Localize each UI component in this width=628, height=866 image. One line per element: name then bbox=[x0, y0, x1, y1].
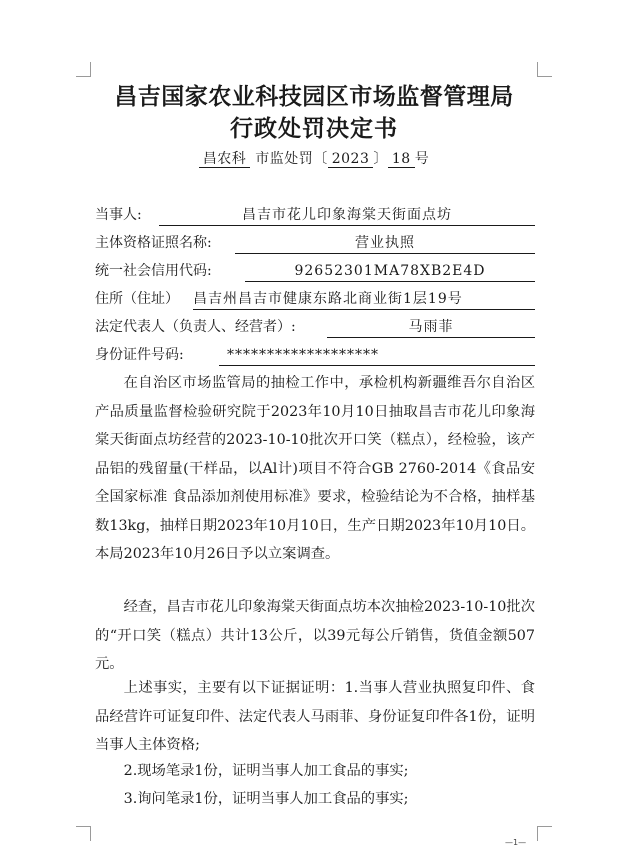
doc-number-value: 18 bbox=[388, 151, 415, 168]
credit-code-value: 92652301MA78XB2E4D bbox=[245, 260, 535, 282]
paragraph-investigation: 经查，昌吉市花儿印象海棠天街面点坊本次抽检2023-10-10批次的“开口笑（糕点）共计13公斤，以39元每公斤销售，货值金额507元。 bbox=[95, 599, 535, 672]
document-type-title: 行政处罚决定书 bbox=[230, 115, 398, 142]
address-field bbox=[95, 288, 535, 312]
doc-number-middle: 市监处罚〔 bbox=[255, 151, 328, 167]
party-label: 当事人: bbox=[95, 207, 142, 223]
crop-mark-bottom-right bbox=[537, 826, 552, 841]
id-number-field bbox=[95, 344, 535, 368]
paragraph-inspection: 在自治区市场监管局的抽检工作中，承检机构新疆维吾尔自治区产品质量监督检验研究院于2023年10月10日抽取昌吉市花儿印象海棠天街面点坊经营的2023-10-10批次开口笑（糕点），经检验，该产品铝的残留量(干样品，以Al计)项目不符合GB 2760-2014《食品安全国家标准 食品添加剂使用标准》要求，检验结论为不合格，抽样基数13kg，抽样日期2023年10月10日，生产日期2023年10月10日。本局2023年10月26日予以立案调查。 bbox=[95, 375, 535, 562]
paragraph-evidence-item-3: 3.询问笔录1份，证明当事人加工食品的事实; bbox=[123, 791, 409, 807]
address-value: 昌吉州昌吉市健康东路北商业街1层19号 bbox=[193, 288, 535, 310]
crop-mark-top-right bbox=[537, 62, 552, 77]
paragraph-evidence-item-2: 2.现场笔录1份，证明当事人加工食品的事实; bbox=[123, 763, 409, 779]
credit-code-label: 统一社会信用代码: bbox=[95, 263, 212, 279]
document-number bbox=[90, 148, 538, 168]
id-number-value: ******************* bbox=[219, 344, 535, 366]
crop-mark-top-left bbox=[76, 62, 91, 77]
party-value: 昌吉市花儿印象海棠天街面点坊 bbox=[159, 204, 535, 226]
issuing-authority-title: 昌吉国家农业科技园区市场监督管理局 bbox=[114, 83, 514, 110]
license-name-label: 主体资格证照名称: bbox=[95, 235, 212, 251]
id-number-label: 身份证件号码: bbox=[95, 347, 184, 363]
address-label: 住所（住址） bbox=[95, 291, 179, 307]
credit-code-field bbox=[95, 260, 535, 284]
doc-number-bracket: 〕 bbox=[373, 151, 388, 167]
legal-representative-value: 马雨菲 bbox=[327, 316, 535, 338]
crop-mark-bottom-left bbox=[76, 826, 91, 841]
doc-number-suffix: 号 bbox=[414, 151, 430, 167]
page-number: —1— bbox=[505, 838, 527, 847]
paragraph-evidence: 上述事实，主要有以下证据证明：1.当事人营业执照复印件、食品经营许可证复印件、法定代表人马雨菲、身份证复印件各1份，证明当事人主体资格; bbox=[95, 680, 535, 753]
license-name-value: 营业执照 bbox=[235, 232, 535, 254]
legal-representative-label: 法定代表人（负责人、经营者）: bbox=[95, 319, 296, 335]
party-field bbox=[95, 204, 535, 228]
legal-representative-field bbox=[95, 316, 535, 340]
doc-number-prefix: 昌农科 bbox=[199, 151, 251, 168]
license-name-field bbox=[95, 232, 535, 256]
doc-number-year: 2023 bbox=[328, 151, 374, 168]
